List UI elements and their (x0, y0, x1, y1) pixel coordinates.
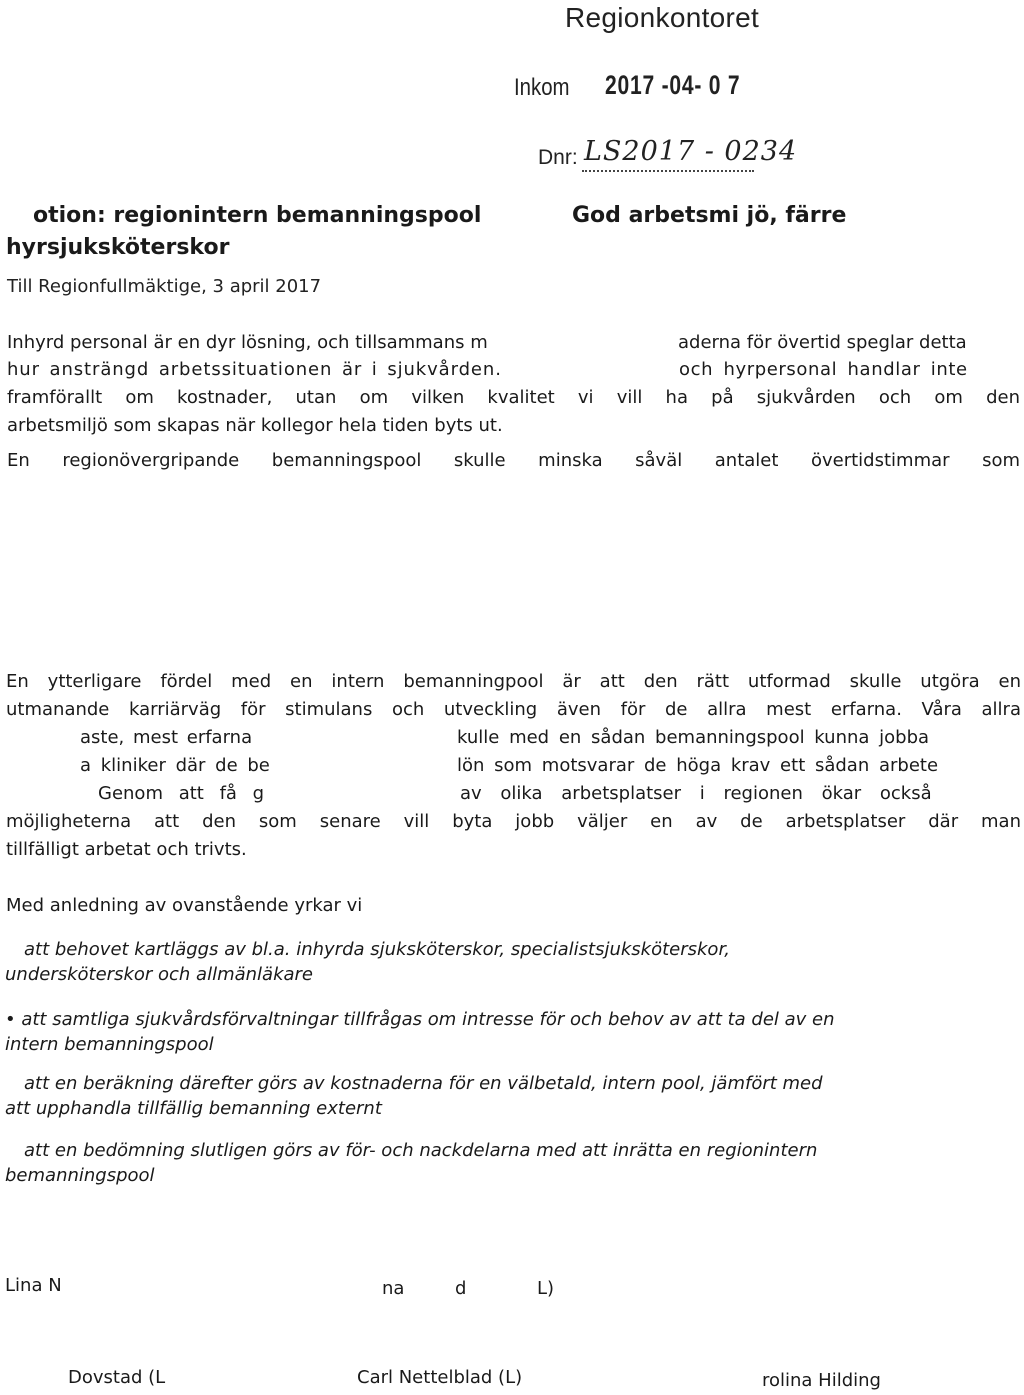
demand-1-line-2: undersköterskor och allmänläkare (5, 964, 314, 985)
signature-2-part-b: d (455, 1278, 467, 1299)
stamp-inkom-label: Inkom (514, 74, 570, 101)
p3-line-1: En ytterligare fördel med en intern bemanningpool är att den rätt utformad skulle utgöra en (6, 671, 1021, 692)
p1-line-4: arbetsmiljö som skapas när kollegor hela tiden byts ut. (7, 415, 503, 436)
title-part-2: God arbetsmi jö, färre (572, 203, 847, 228)
p3-line-5a: Genom att få g (98, 783, 265, 804)
recipient-line: Till Regionfullmäktige, 3 april 2017 (7, 276, 322, 297)
signature-3: Dovstad (L (68, 1367, 166, 1388)
stamp-dnr-label: Dnr: (538, 146, 578, 169)
title-part-3: hyrsjuksköterskor (6, 235, 230, 260)
signature-2-part-a: na (382, 1278, 405, 1299)
p3-line-3a: aste, mest erfarna (80, 727, 253, 748)
demands-intro: Med anledning av ovanstående yrkar vi (6, 895, 363, 916)
demand-3-line-2: att upphandla tillfällig bemanning externt (5, 1098, 382, 1119)
p2-line-1: En regionövergripande bemanningspool skulle minska såväl antalet övertidstimmar som (7, 450, 1020, 471)
signature-2-part-c: L) (537, 1278, 555, 1299)
p3-line-4a: a kliniker där de be (80, 755, 270, 776)
p3-line-5b: av olika arbetsplatser i regionen ökar också (460, 783, 932, 804)
signature-4: Carl Nettelblad (L) (357, 1367, 523, 1388)
p3-line-6: möjligheterna att den som senare vill byta jobb väljer en av de arbetsplatser där man (6, 811, 1021, 832)
signature-5: rolina Hilding (762, 1370, 881, 1391)
p1-line-3: framförallt om kostnader, utan om vilken kvalitet vi vill ha på sjukvården och om den (7, 387, 1020, 408)
p3-line-2: utmanande karriärväg för stimulans och utveckling även för de allra mest erfarna. Våra allra (6, 699, 1021, 720)
title-part-1: otion: regionintern bemanningspool (33, 203, 482, 228)
p1-line-2a: hur ansträngd arbetssituationen är i sjukvården. (7, 359, 502, 380)
demand-2-line-1: • att samtliga sjukvårdsförvaltningar tillfrågas om intresse för och behov av att ta del av en (5, 1009, 835, 1030)
p1-line-1a: Inhyrd personal är en dyr lösning, och tillsammans m (7, 332, 488, 353)
p3-line-4b: lön som motsvarar de höga krav ett sådan arbete (457, 755, 939, 776)
signature-1: Lina N (5, 1275, 62, 1296)
p1-line-2b: och hyrpersonal handlar inte (679, 359, 968, 380)
p3-line-7: tillfälligt arbetat och trivts. (6, 839, 247, 860)
demand-4-line-2: bemanningspool (5, 1165, 155, 1186)
demand-1-line-1: att behovet kartläggs av bl.a. inhyrda sjuksköterskor, specialistsjuksköterskor, (24, 939, 730, 960)
p1-line-1b: aderna för övertid speglar detta (678, 332, 967, 353)
stamp-dnr-dotted-line (582, 170, 754, 172)
demand-2-line-2: intern bemanningspool (5, 1034, 214, 1055)
stamp-inkom-date: 2017 -04- 0 7 (605, 70, 741, 100)
stamp-office: Regionkontoret (565, 2, 760, 33)
demand-3-line-1: att en beräkning därefter görs av kostnaderna för en välbetald, intern pool, jämfört med (24, 1073, 823, 1094)
p3-line-3b: kulle med en sådan bemanningspool kunna jobba (457, 727, 930, 748)
demand-4-line-1: att en bedömning slutligen görs av för- och nackdelarna med att inrätta en regionintern (24, 1140, 818, 1161)
stamp-dnr-value: LS2017 - 0234 (584, 136, 798, 167)
